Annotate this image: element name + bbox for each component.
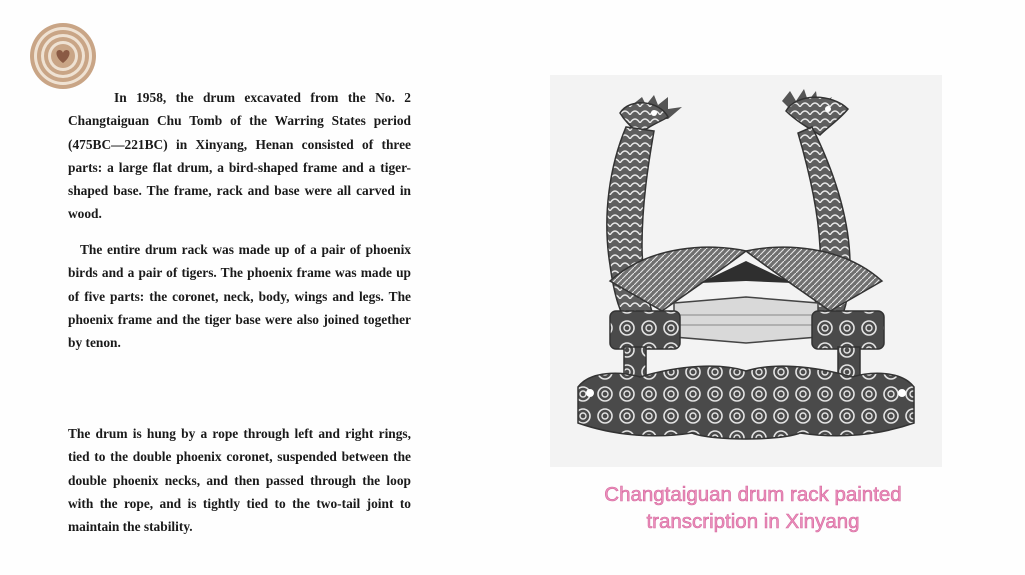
paragraph-structure: The entire drum rack was made up of a pair of phoenix birds and a pair of tigers. The phoenix frame was made up of five parts: the coronet, neck, body, wings and legs. The phoenix frame and the tiger base were also joined together by tenon.	[68, 242, 411, 351]
drum-rack-illustration	[550, 75, 942, 467]
figure-caption	[560, 481, 946, 535]
paragraph-rope: The drum is hung by a rope through left and right rings, tied to the double phoenix coronet, suspended between the double phoenix necks, and then passed through the loop with the rope, and is tightly tied to the two-tail joint to maintain the stability.	[68, 426, 411, 535]
heart-logo-icon	[29, 22, 97, 90]
caption-line-2: transcription in Xinyang	[646, 510, 860, 533]
paragraph-intro: In 1958, the drum excavated from the No. 2 Changtaiguan Chu Tomb of the Warring States period (475BC—221BC) in Xinyang, Henan consisted of three parts: a large flat drum, a bird-shaped frame and a tiger-shaped base. The frame, rack and base were all carved in wood.	[68, 90, 411, 222]
caption-line-1: Changtaiguan drum rack painted	[604, 483, 902, 506]
